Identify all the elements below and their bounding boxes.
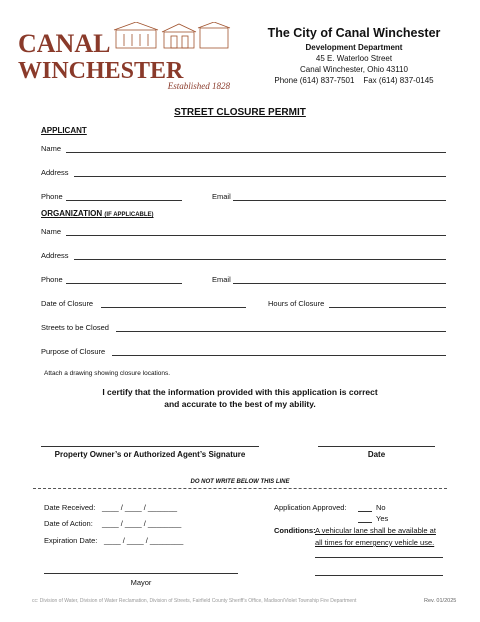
organization-heading-text: ORGANIZATION: [41, 209, 103, 218]
expiration-date-blank[interactable]: ____ / ____ / ________: [104, 536, 184, 545]
approved-no-checkbox[interactable]: [358, 511, 372, 512]
signature-date-field[interactable]: [318, 446, 435, 447]
svg-text:Established 1828: Established 1828: [167, 81, 230, 91]
streets-closed-label: Streets to be Closed: [41, 323, 109, 332]
conditions-line-1: A vehicular lane shall be available at: [315, 526, 436, 535]
org-email-field[interactable]: [233, 283, 446, 284]
applicant-name-label: Name: [41, 144, 62, 153]
org-phone-field[interactable]: [66, 283, 182, 284]
approved-no-label: No: [376, 503, 386, 512]
organization-heading-note: (IF APPLICABLE): [104, 212, 154, 218]
date-of-action-label: Date of Action:: [44, 519, 93, 528]
purpose-field[interactable]: [112, 355, 446, 356]
streets-closed-field[interactable]: [116, 331, 446, 332]
applicant-email-field[interactable]: [233, 200, 446, 201]
purpose-label: Purpose of Closure: [41, 347, 106, 356]
applicant-address-label: Address: [41, 168, 69, 177]
footer-cc-list: cc: Division of Water, Division of Water Reclamation, Division of Streets, Fairfield County Sheriff’s Office, Madison/Violet Township Fire Department: [32, 598, 357, 604]
office-use-divider: [33, 488, 447, 489]
mayor-signature-field[interactable]: [44, 573, 238, 574]
hours-of-closure-label: Hours of Closure: [268, 299, 325, 308]
certify-line-2: and accurate to the best of my ability.: [164, 399, 316, 409]
application-approved-label: Application Approved:: [274, 503, 347, 512]
certify-line-1: I certify that the information provided with this application is correct: [102, 387, 378, 397]
applicant-name-field[interactable]: [66, 152, 446, 153]
signature-date-label: Date: [367, 450, 386, 459]
date-received-label: Date Received:: [44, 503, 96, 512]
city-name: The City of Canal Winchester: [267, 26, 441, 40]
date-of-closure-field[interactable]: [101, 307, 246, 308]
header-block: [254, 26, 454, 85]
applicant-phone-field[interactable]: [66, 200, 182, 201]
org-phone-label: Phone: [41, 275, 63, 284]
conditions-label: Conditions:: [274, 526, 316, 535]
address-line-2: Canal Winchester, Ohio 43110: [300, 65, 408, 74]
footer-revision: Rev. 01/2025: [424, 598, 457, 604]
signature-field[interactable]: [41, 446, 259, 447]
approved-yes-checkbox[interactable]: [358, 522, 372, 523]
svg-text:CANAL: CANAL: [18, 29, 111, 58]
certification-statement: [0, 386, 480, 410]
organization-heading: [41, 209, 154, 218]
conditions-line-2: all times for emergency vehicle use.: [315, 538, 435, 547]
address-line-1: 45 E. Waterloo Street: [315, 54, 393, 63]
contact-line: [254, 76, 454, 85]
applicant-phone-label: Phone: [41, 192, 63, 201]
conditions-extra-line-2[interactable]: [315, 575, 443, 576]
attach-drawing-note: Attach a drawing showing closure locations.: [44, 370, 171, 377]
applicant-email-label: Email: [212, 192, 231, 201]
department-name: Development Department: [305, 43, 403, 52]
applicant-heading: APPLICANT: [41, 126, 87, 135]
canal-winchester-logo: [16, 22, 236, 92]
org-address-field[interactable]: [74, 259, 446, 260]
applicant-address-field[interactable]: [74, 176, 446, 177]
org-name-label: Name: [41, 227, 62, 236]
date-received-blank[interactable]: ____ / ____ / _______: [102, 503, 178, 512]
mayor-label: Mayor: [130, 578, 152, 587]
phone-number: Phone (614) 837-7501: [274, 76, 355, 85]
org-email-label: Email: [212, 275, 231, 284]
date-of-closure-label: Date of Closure: [41, 299, 94, 308]
conditions-extra-line-1[interactable]: [315, 557, 443, 558]
fax-number: Fax (614) 837-0145: [363, 76, 434, 85]
org-name-field[interactable]: [66, 235, 446, 236]
form-title: STREET CLOSURE PERMIT: [174, 107, 306, 118]
signature-label: Property Owner’s or Authorized Agent’s Signature: [54, 450, 246, 459]
org-address-label: Address: [41, 251, 69, 260]
svg-text:WINCHESTER: WINCHESTER: [18, 58, 184, 84]
hours-of-closure-field[interactable]: [329, 307, 446, 308]
approved-yes-label: Yes: [376, 514, 389, 523]
logo-graphic: [16, 22, 236, 92]
expiration-date-label: Expiration Date:: [44, 536, 98, 545]
office-use-notice: DO NOT WRITE BELOW THIS LINE: [190, 479, 290, 485]
date-of-action-blank[interactable]: ____ / ____ / ________: [102, 519, 182, 528]
